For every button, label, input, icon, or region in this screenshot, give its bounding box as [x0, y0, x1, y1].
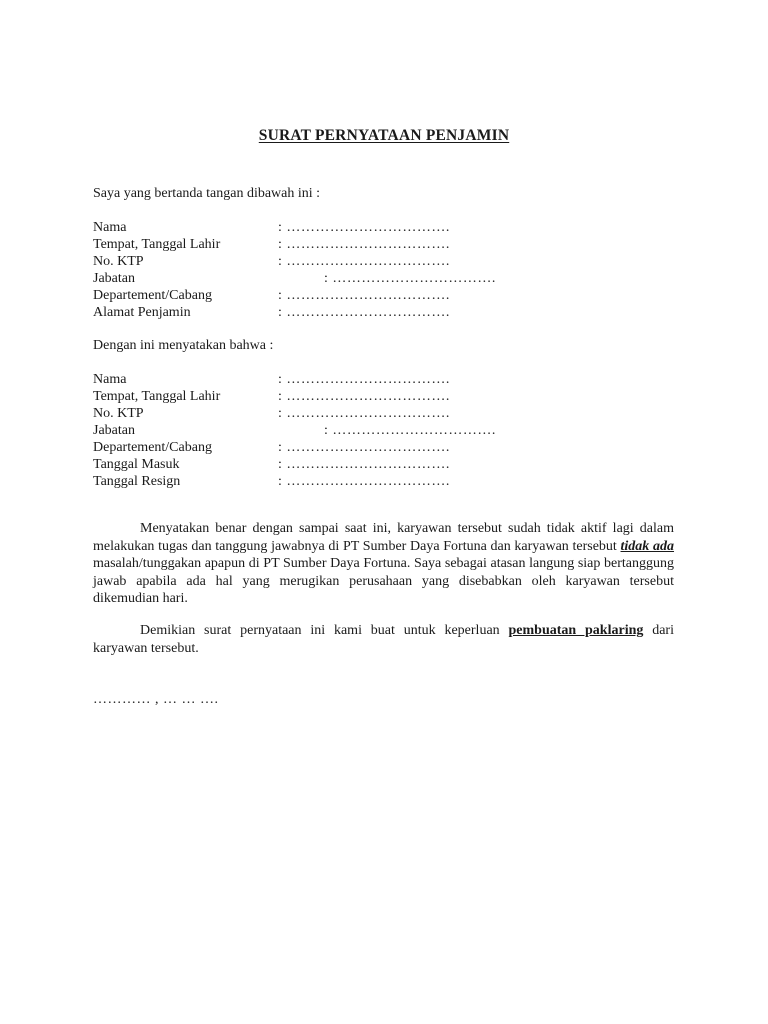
field-label: Jabatan	[93, 271, 135, 286]
field-value: : …………………………….	[278, 389, 450, 404]
paragraph-text: masalah/tunggakan apapun di PT Sumber Daya Fortuna. Saya sebagai atasan langung siap bertanggung jawab apabila ada hal yang merugikan perusahaan yang disebabkan oleh karyawan tersebut dikemudian hari.	[93, 556, 674, 606]
employee-field-tempat-tanggal-lahir	[93, 388, 693, 405]
employee-field-no-ktp	[93, 405, 693, 422]
guarantor-field-tempat-tanggal-lahir	[93, 236, 693, 253]
intro-text: Saya yang bertanda tangan dibawah ini :	[93, 186, 321, 201]
field-value: : …………………………….	[278, 440, 450, 455]
statement-paragraph	[93, 520, 674, 608]
field-value: : …………………………….	[278, 288, 450, 303]
field-value: : …………………………….	[278, 474, 450, 489]
field-label: Nama	[93, 372, 127, 387]
paragraph-text: dari karyawan tersebut.	[93, 623, 674, 656]
field-value: : …………………………….	[324, 271, 496, 286]
field-value: : …………………………….	[324, 423, 496, 438]
field-value: : …………………………….	[278, 372, 450, 387]
emphasis-text: pembuatan paklaring	[508, 623, 644, 638]
employee-field-tanggal-resign	[93, 473, 693, 490]
guarantor-field-jabatan	[93, 270, 693, 287]
field-label: Tempat, Tanggal Lahir	[93, 237, 221, 252]
field-value: : …………………………….	[278, 254, 450, 269]
field-label: Jabatan	[93, 423, 135, 438]
paragraph-text: Demikian surat pernyataan ini kami buat untuk keperluan	[140, 623, 509, 638]
closing-paragraph	[93, 622, 674, 657]
document-title: SURAT PERNYATAAN PENJAMIN	[258, 127, 510, 144]
guarantor-field-no-ktp	[93, 253, 693, 270]
field-label: Nama	[93, 220, 127, 235]
field-label: No. KTP	[93, 254, 144, 269]
field-label: No. KTP	[93, 406, 144, 421]
field-label: Alamat Penjamin	[93, 305, 191, 320]
emphasis-text: tidak ada	[620, 538, 675, 554]
place-date-line: ………… , … … ….	[93, 692, 219, 707]
employee-field-jabatan	[93, 422, 693, 439]
field-label: Tanggal Resign	[93, 474, 181, 489]
field-label: Departement/Cabang	[93, 288, 212, 303]
field-value: : …………………………….	[278, 457, 450, 472]
guarantor-field-nama	[93, 219, 693, 236]
field-value: : …………………………….	[278, 237, 450, 252]
field-value: : …………………………….	[278, 220, 450, 235]
field-label: Tempat, Tanggal Lahir	[93, 389, 221, 404]
field-value: : …………………………….	[278, 406, 450, 421]
guarantor-field-alamat-penjamin	[93, 304, 693, 321]
employee-field-departement-cabang	[93, 439, 693, 456]
paragraph-text: Menyatakan benar dengan sampai saat ini, karyawan tersebut sudah tidak aktif lagi dalam melakukan tugas dan tanggung jawabnya di PT Sumber Daya Fortuna dan karyawan tersebut	[93, 521, 674, 554]
guarantor-field-departement-cabang	[93, 287, 693, 304]
employee-field-tanggal-masuk	[93, 456, 693, 473]
employee-field-nama	[93, 371, 693, 388]
field-value: : …………………………….	[278, 305, 450, 320]
field-label: Tanggal Masuk	[93, 457, 180, 472]
field-label: Departement/Cabang	[93, 440, 212, 455]
statement-intro-text: Dengan ini menyatakan bahwa :	[93, 338, 274, 353]
